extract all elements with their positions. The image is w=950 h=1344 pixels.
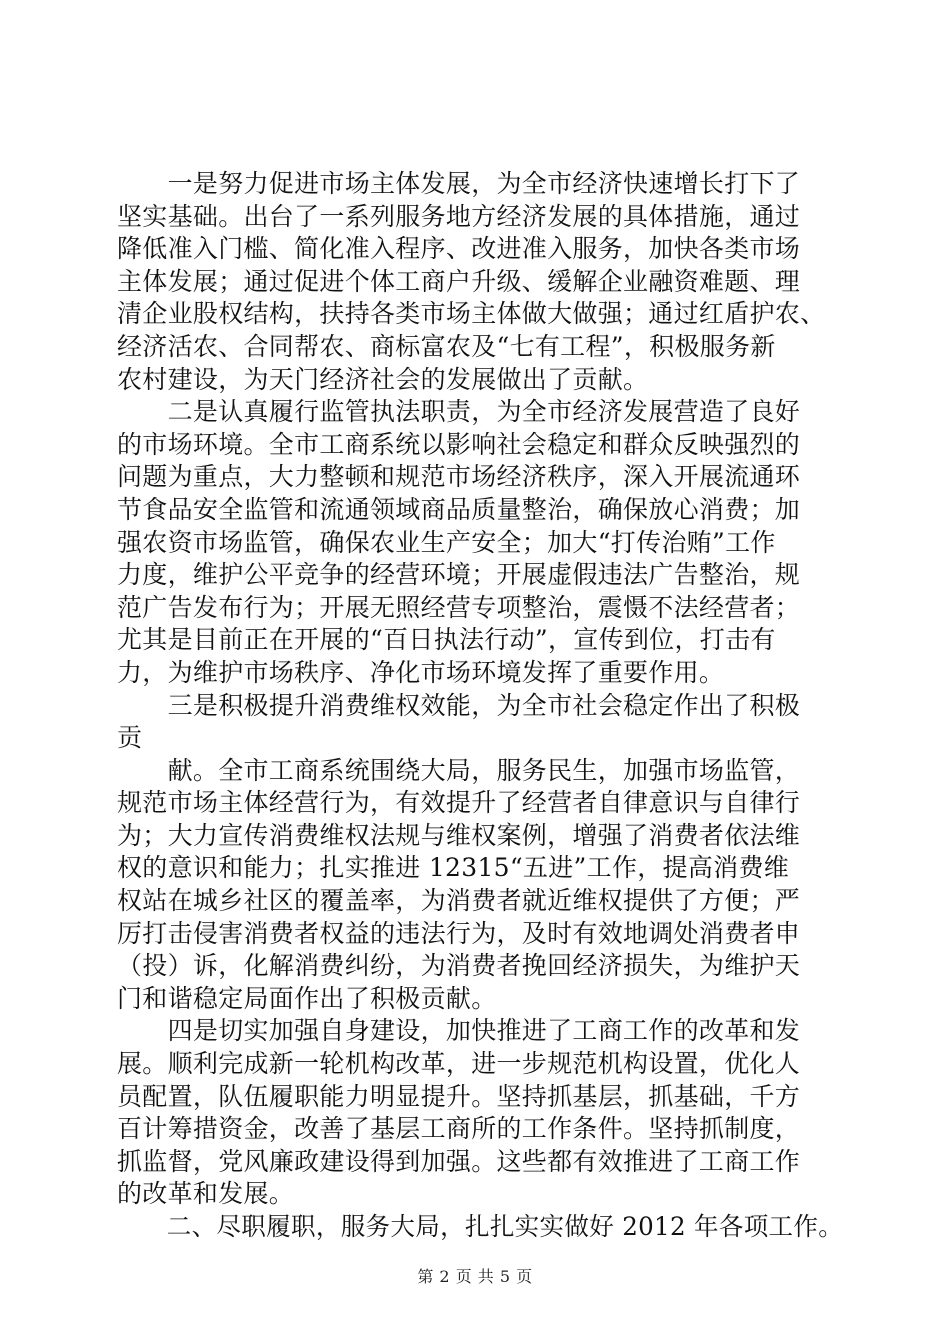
text-line: 为；大力宣传消费维权法规与维权案例，增强了消费者依法维 [117,820,801,850]
text-line: 员配置，队伍履职能力明显提升。坚持抓基层，抓基础，千方 [117,1081,801,1111]
text-line: 问题为重点，大力整顿和规范市场经济秩序，深入开展流通环 [117,462,801,492]
text-line: 百计筹措资金，改善了基层工商所的工作条件。坚持抓制度， [117,1114,801,1144]
text-line: 贡 [117,723,143,753]
text-line: 范广告发布行为；开展无照经营专项整治，震慑不法经营者； [117,592,801,622]
text-line: 降低准入门槛、简化准入程序、改进准入服务，加快各类市场 [117,234,801,264]
text-line: （投）诉，化解消费纠纷，为消费者挽回经济损失，为维护天 [117,951,801,981]
text-line: 力，为维护市场秩序、净化市场环境发挥了重要作用。 [117,657,725,687]
text-line: 四是切实加强自身建设，加快推进了工商工作的改革和发 [117,1016,801,1046]
text-line: 权的意识和能力；扎实推进 12315“五进”工作，提高消费维 [117,853,790,883]
text-line: 节食品安全监管和流通领域商品质量整治，确保放心消费；加 [117,494,801,524]
page-number-footer: 第 2 页 共 5 页 [417,1267,533,1286]
text-line: 尤其是目前正在开展的“百日执法行动”，宣传到位，打击有 [117,625,776,655]
text-line: 的市场环境。全市工商系统以影响社会稳定和群众反映强烈的 [117,429,801,459]
text-line: 主体发展；通过促进个体工商户升级、缓解企业融资难题、理 [117,266,801,296]
text-line: 献。全市工商系统围绕大局，服务民生，加强市场监管， [117,755,801,785]
text-line: 一是努力促进市场主体发展，为全市经济快速增长打下了 [117,169,801,198]
text-line: 抓监督，党风廉政建设得到加强。这些都有效推进了工商工作 [117,1146,801,1176]
text-line: 力度，维护公平竞争的经营环境；开展虚假违法广告整治，规 [117,560,801,590]
text-line: 规范市场主体经营行为，有效提升了经营者自律意识与自律行 [117,788,801,818]
text-line: 的改革和发展。 [117,1179,295,1209]
text-line: 二是认真履行监管执法职责，为全市经济发展营造了良好 [117,397,801,427]
text-line: 农村建设，为天门经济社会的发展做出了贡献。 [117,364,649,394]
text-line: 坚实基础。出台了一系列服务地方经济发展的具体措施，通过 [117,201,801,231]
text-line: 权站在城乡社区的覆盖率，为消费者就近维权提供了方便；严 [117,886,801,916]
text-line: 门和谐稳定局面作出了积极贡献。 [117,983,497,1013]
text-line: 厉打击侵害消费者权益的违法行为，及时有效地调处消费者申 [117,918,801,948]
text-line: 二、尽职履职，服务大局，扎扎实实做好 2012 年各项工作。 [117,1212,844,1241]
text-line: 展。顺利完成新一轮机构改革，进一步规范机构设置，优化人 [117,1049,801,1079]
text-line: 清企业股权结构，扶持各类市场主体做大做强；通过红盾护农、 [117,299,826,329]
body-text [117,168,844,1244]
text-line: 经济活农、合同帮农、商标富农及“七有工程”，积极服务新 [117,331,776,361]
text-line: 三是积极提升消费维权效能，为全市社会稳定作出了积极 [117,690,801,720]
text-line: 强农资市场监管，确保农业生产安全；加大“打传治贿”工作 [117,527,776,557]
